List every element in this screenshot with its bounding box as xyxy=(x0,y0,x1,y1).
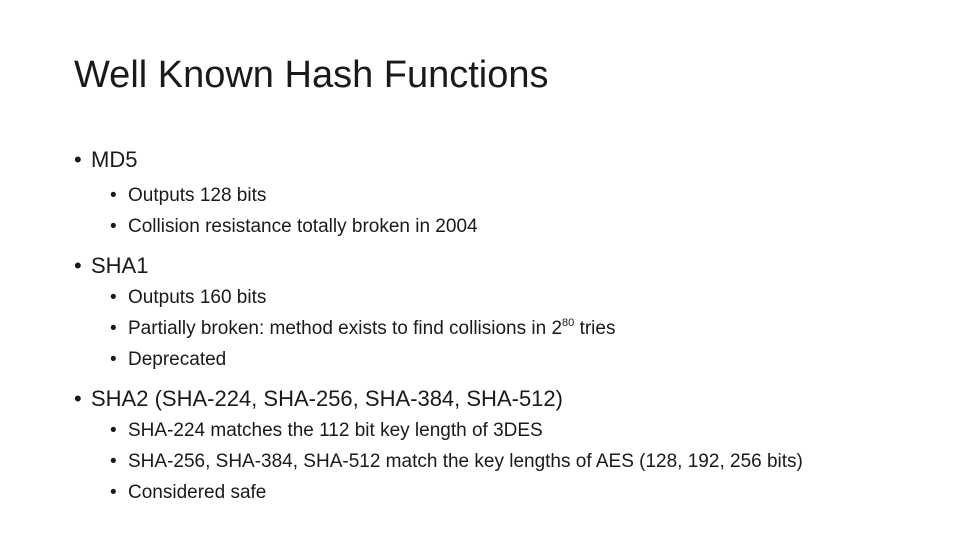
sub-bullet xyxy=(110,348,226,372)
bullet-dot: • xyxy=(110,420,117,441)
bullet-dot: • xyxy=(74,253,82,278)
sub-bullet-text: SHA-224 matches the 112 bit key length of 3DES xyxy=(128,420,543,441)
exponent: 80 xyxy=(562,317,575,329)
sub-bullet-text: Collision resistance totally broken in 2004 xyxy=(128,216,478,237)
sub-bullet-text: Outputs 128 bits xyxy=(128,185,267,206)
sub-bullet xyxy=(110,215,478,239)
bullet-sha1 xyxy=(74,252,148,280)
sub-bullet xyxy=(110,317,615,341)
sub-bullet-text: Considered safe xyxy=(128,482,267,503)
sub-bullet-text: Outputs 160 bits xyxy=(128,287,267,308)
sub-bullet-text: Deprecated xyxy=(128,349,227,370)
bullet-dot: • xyxy=(110,451,117,472)
sub-bullet-text: SHA-256, SHA-384, SHA-512 match the key lengths of AES (128, 192, 256 bits) xyxy=(128,451,803,472)
bullet-dot: • xyxy=(110,185,117,206)
bullet-heading: SHA1 xyxy=(91,253,149,278)
bullet-heading: SHA2 (SHA-224, SHA-256, SHA-384, SHA-512) xyxy=(91,386,563,411)
bullet-dot: • xyxy=(74,386,82,411)
slide-title: Well Known Hash Functions xyxy=(74,54,549,96)
sub-bullet xyxy=(110,286,266,310)
sub-bullet xyxy=(110,481,266,505)
bullet-md5 xyxy=(74,146,137,174)
bullet-heading: MD5 xyxy=(91,147,138,172)
bullet-sha2 xyxy=(74,385,563,413)
bullet-dot: • xyxy=(110,349,117,370)
sub-bullet xyxy=(110,184,266,208)
sub-bullet-text-tail: tries xyxy=(574,318,616,339)
sub-bullet xyxy=(110,419,543,443)
sub-bullet-text: Partially broken: method exists to find collisions in 2 xyxy=(128,318,563,339)
bullet-dot: • xyxy=(110,287,117,308)
sub-bullet xyxy=(110,450,803,474)
bullet-dot: • xyxy=(110,482,117,503)
bullet-dot: • xyxy=(74,147,82,172)
bullet-dot: • xyxy=(110,318,117,339)
bullet-dot: • xyxy=(110,216,117,237)
